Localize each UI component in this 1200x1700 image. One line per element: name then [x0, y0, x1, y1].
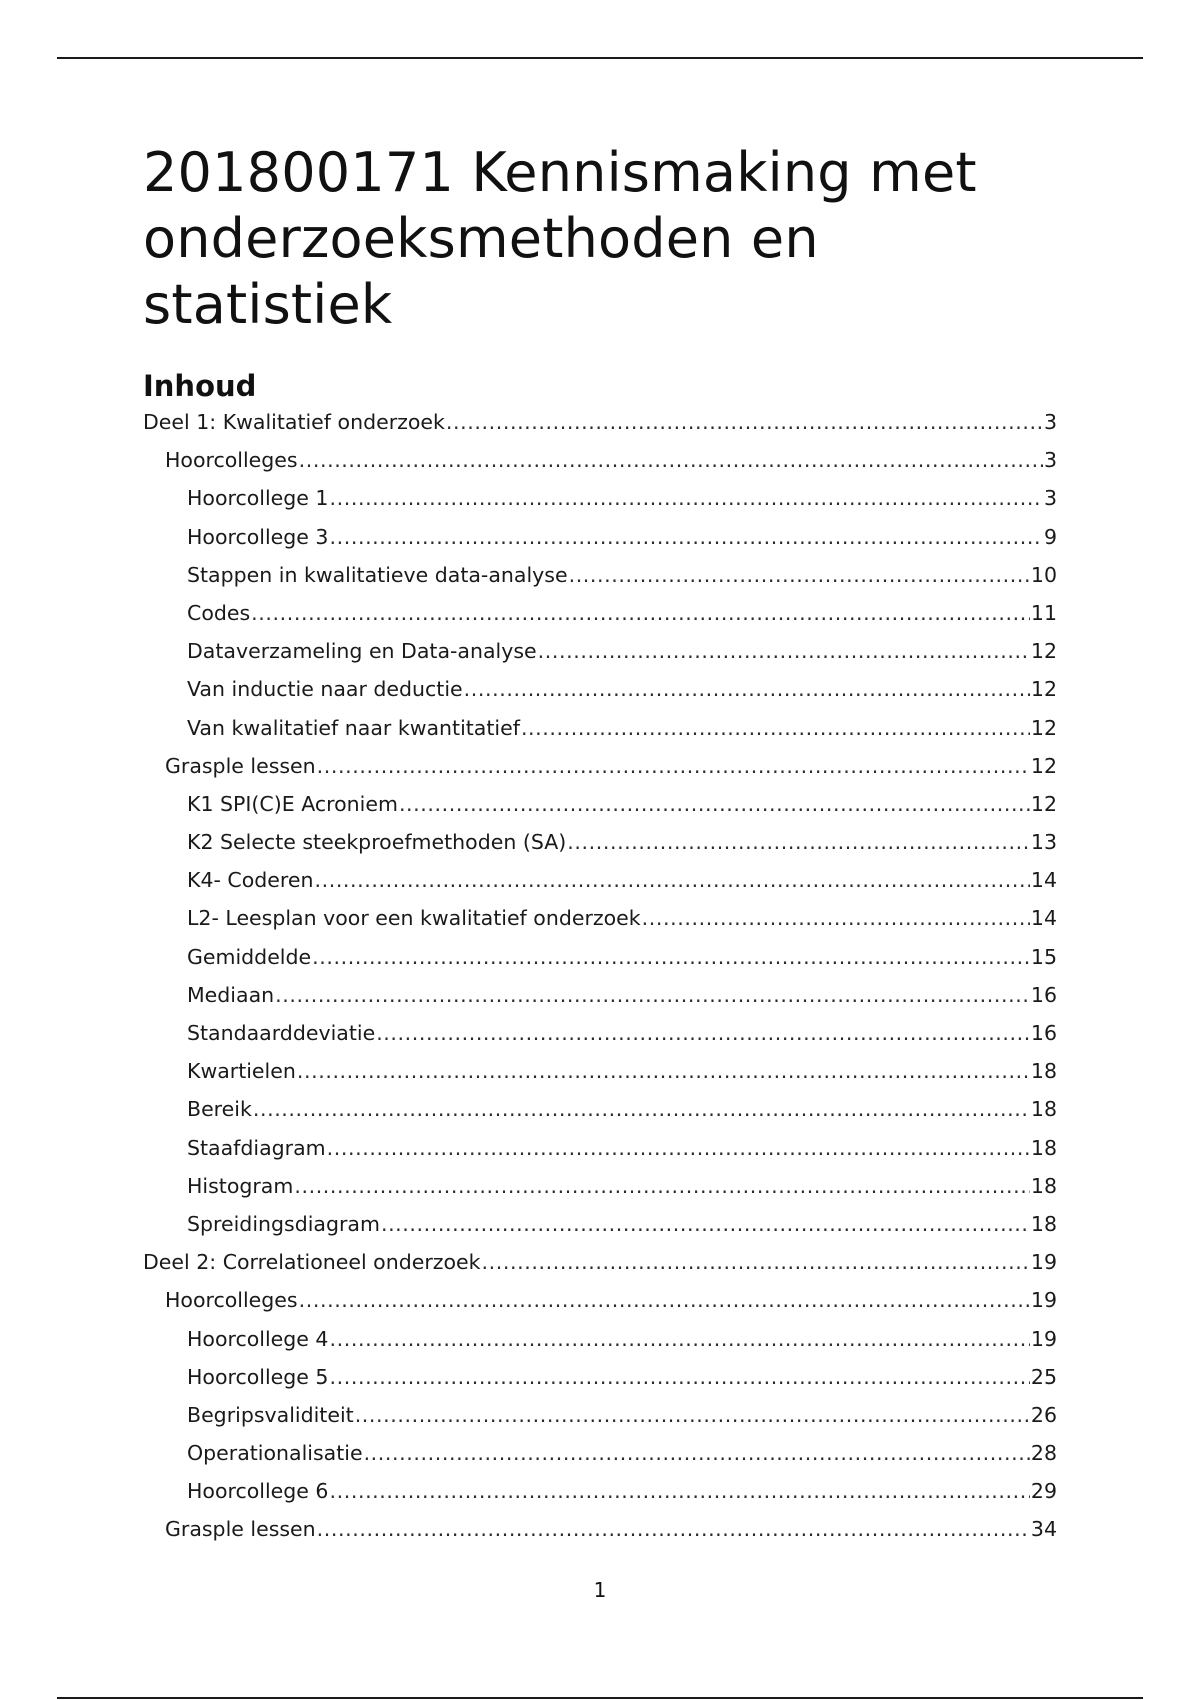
- toc-dot-leader: [275, 983, 1030, 1007]
- toc-dot-leader: [364, 1441, 1030, 1465]
- toc-entry-page: 25: [1030, 1364, 1057, 1389]
- toc-entry-page: 18: [1030, 1097, 1057, 1122]
- toc-entry[interactable]: [143, 1517, 1057, 1555]
- toc-entry[interactable]: [143, 486, 1057, 524]
- toc-entry-label: Hoorcolleges: [165, 448, 298, 473]
- toc-entry-page: 18: [1030, 1173, 1057, 1198]
- toc-dot-leader: [314, 868, 1029, 892]
- toc-heading: Inhoud: [143, 369, 257, 403]
- toc-entry-label: Operationalisatie: [187, 1441, 363, 1466]
- toc-entry-label: Grasple lessen: [165, 753, 316, 778]
- toc-entry[interactable]: [143, 754, 1057, 792]
- toc-entry[interactable]: [143, 1479, 1057, 1517]
- toc-entry-page: 19: [1030, 1288, 1057, 1313]
- toc-entry-page: 29: [1030, 1479, 1057, 1504]
- toc-entry-page: 28: [1030, 1441, 1057, 1466]
- toc-dot-leader: [329, 1365, 1029, 1389]
- toc-entry-label: Histogram: [187, 1173, 294, 1198]
- toc-entry[interactable]: [143, 792, 1057, 830]
- toc-entry[interactable]: [143, 601, 1057, 639]
- toc-entry[interactable]: [143, 1021, 1057, 1059]
- toc-dot-leader: [538, 639, 1030, 663]
- toc-entry-label: Van inductie naar deductie: [187, 677, 463, 702]
- toc-entry-page: 18: [1030, 1059, 1057, 1084]
- toc-entry[interactable]: [143, 563, 1057, 601]
- toc-dot-leader: [399, 792, 1030, 816]
- toc-entry[interactable]: [143, 1441, 1057, 1479]
- toc-dot-leader: [376, 1021, 1030, 1045]
- toc-entry-page: 11: [1030, 600, 1057, 625]
- toc-entry-page: 3: [1043, 410, 1057, 434]
- toc-entry[interactable]: [143, 983, 1057, 1021]
- toc-entry-page: 9: [1043, 524, 1057, 549]
- toc-dot-leader: [297, 1059, 1030, 1083]
- toc-entry-page: 3: [1043, 486, 1057, 511]
- toc-entry[interactable]: [143, 1136, 1057, 1174]
- toc-entry-label: Bereik: [187, 1097, 252, 1122]
- toc-entry[interactable]: [143, 1250, 1057, 1288]
- toc-entry-page: 19: [1030, 1250, 1057, 1275]
- toc-entry-page: 16: [1030, 1021, 1057, 1045]
- toc-dot-leader: [312, 945, 1030, 969]
- document-title: 201800171 Kennismaking met onderzoeksmethoden en statistiek: [143, 141, 977, 336]
- toc-entry-page: 12: [1030, 715, 1057, 740]
- toc-entry-label: Codes: [187, 600, 251, 625]
- toc-entry-label: Hoorcollege 3: [187, 524, 329, 549]
- toc-dot-leader: [329, 486, 1042, 510]
- toc-entry-page: 18: [1030, 1135, 1057, 1160]
- toc-entry-page: 14: [1030, 868, 1057, 893]
- toc-dot-leader: [464, 677, 1030, 701]
- toc-entry-label: Deel 2: Correlationeel onderzoek: [143, 1250, 481, 1275]
- toc-entry-page: 12: [1030, 753, 1057, 778]
- toc-dot-leader: [299, 448, 1043, 472]
- toc-entry-label: Hoorcolleges: [165, 1288, 298, 1313]
- toc-entry[interactable]: [143, 410, 1057, 448]
- toc-entry-label: Begripsvaliditeit: [187, 1402, 354, 1427]
- toc-entry[interactable]: [143, 677, 1057, 715]
- toc-dot-leader: [521, 716, 1030, 740]
- toc-dot-leader: [251, 601, 1030, 625]
- toc-entry[interactable]: [143, 639, 1057, 677]
- toc-entry-page: 18: [1030, 1211, 1057, 1236]
- toc-entry[interactable]: [143, 1212, 1057, 1250]
- toc-entry-page: 26: [1030, 1402, 1057, 1427]
- toc-entry-page: 15: [1030, 944, 1057, 969]
- toc-entry-label: Staafdiagram: [187, 1135, 326, 1160]
- toc-entry-page: 3: [1043, 448, 1057, 473]
- toc-entry-page: 12: [1030, 677, 1057, 702]
- toc-entry-page: 16: [1030, 982, 1057, 1007]
- toc-entry-label: Hoorcollege 1: [187, 486, 329, 511]
- toc-entry-page: 12: [1030, 639, 1057, 664]
- toc-entry[interactable]: [143, 448, 1057, 486]
- toc-entry-label: Spreidingsdiagram: [187, 1211, 380, 1236]
- toc-entry-label: Grasple lessen: [165, 1517, 316, 1542]
- toc-entry-page: 19: [1030, 1326, 1057, 1351]
- toc-entry-page: 34: [1030, 1517, 1057, 1542]
- toc-entry[interactable]: [143, 1059, 1057, 1097]
- toc-dot-leader: [482, 1250, 1030, 1274]
- toc-dot-leader: [355, 1403, 1030, 1427]
- toc-entry-label: K2 Selecte steekproefmethoden (SA): [187, 830, 567, 855]
- toc-dot-leader: [329, 1479, 1029, 1503]
- toc-entry-page: 10: [1030, 562, 1057, 587]
- toc-entry[interactable]: [143, 1327, 1057, 1365]
- toc-dot-leader: [446, 410, 1043, 434]
- toc-dot-leader: [569, 563, 1030, 587]
- toc-entry[interactable]: [143, 1288, 1057, 1326]
- toc-dot-leader: [642, 906, 1030, 930]
- toc-entry[interactable]: [143, 1097, 1057, 1135]
- toc-entry[interactable]: [143, 1365, 1057, 1403]
- toc-entry[interactable]: [143, 945, 1057, 983]
- toc-entry-label: Kwartielen: [187, 1059, 296, 1084]
- toc-entry-label: K4- Coderen: [187, 868, 314, 893]
- toc-entry[interactable]: [143, 906, 1057, 944]
- toc-dot-leader: [253, 1097, 1030, 1121]
- footer-rule: [57, 1697, 1143, 1699]
- toc-dot-leader: [317, 1517, 1030, 1541]
- page-number: 1: [593, 1578, 607, 1602]
- toc-entry-label: L2- Leesplan voor een kwalitatief onderzoek: [187, 906, 641, 931]
- toc-entry-label: Deel 1: Kwalitatief onderzoek: [143, 410, 445, 434]
- toc-dot-leader: [299, 1288, 1030, 1312]
- toc-entry-label: Van kwalitatief naar kwantitatief: [187, 715, 520, 740]
- header-rule: [57, 57, 1143, 59]
- toc-entry[interactable]: [143, 868, 1057, 906]
- table-of-contents: [143, 410, 1057, 1556]
- toc-entry-label: Gemiddelde: [187, 944, 312, 969]
- toc-dot-leader: [329, 1327, 1029, 1351]
- toc-entry-label: Dataverzameling en Data-analyse: [187, 639, 537, 664]
- toc-entry[interactable]: [143, 716, 1057, 754]
- toc-entry[interactable]: [143, 1403, 1057, 1441]
- toc-entry-page: 13: [1030, 830, 1057, 855]
- toc-entry-label: Stappen in kwalitatieve data-analyse: [187, 562, 568, 587]
- toc-dot-leader: [381, 1212, 1030, 1236]
- toc-entry[interactable]: [143, 525, 1057, 563]
- toc-dot-leader: [327, 1136, 1030, 1160]
- document-body: [143, 140, 1057, 1556]
- toc-dot-leader: [567, 830, 1030, 854]
- toc-entry-label: Hoorcollege 6: [187, 1479, 329, 1504]
- toc-dot-leader: [329, 525, 1042, 549]
- toc-entry[interactable]: [143, 830, 1057, 868]
- toc-entry-label: Hoorcollege 5: [187, 1364, 329, 1389]
- toc-entry-page: 14: [1030, 906, 1057, 931]
- toc-entry-label: Mediaan: [187, 982, 275, 1007]
- toc-entry[interactable]: [143, 1174, 1057, 1212]
- toc-entry-label: K1 SPI(C)E Acroniem: [187, 791, 398, 816]
- toc-dot-leader: [317, 754, 1030, 778]
- toc-entry-page: 12: [1030, 791, 1057, 816]
- toc-entry-label: Standaarddeviatie: [187, 1021, 376, 1045]
- toc-entry-label: Hoorcollege 4: [187, 1326, 329, 1351]
- toc-dot-leader: [294, 1174, 1030, 1198]
